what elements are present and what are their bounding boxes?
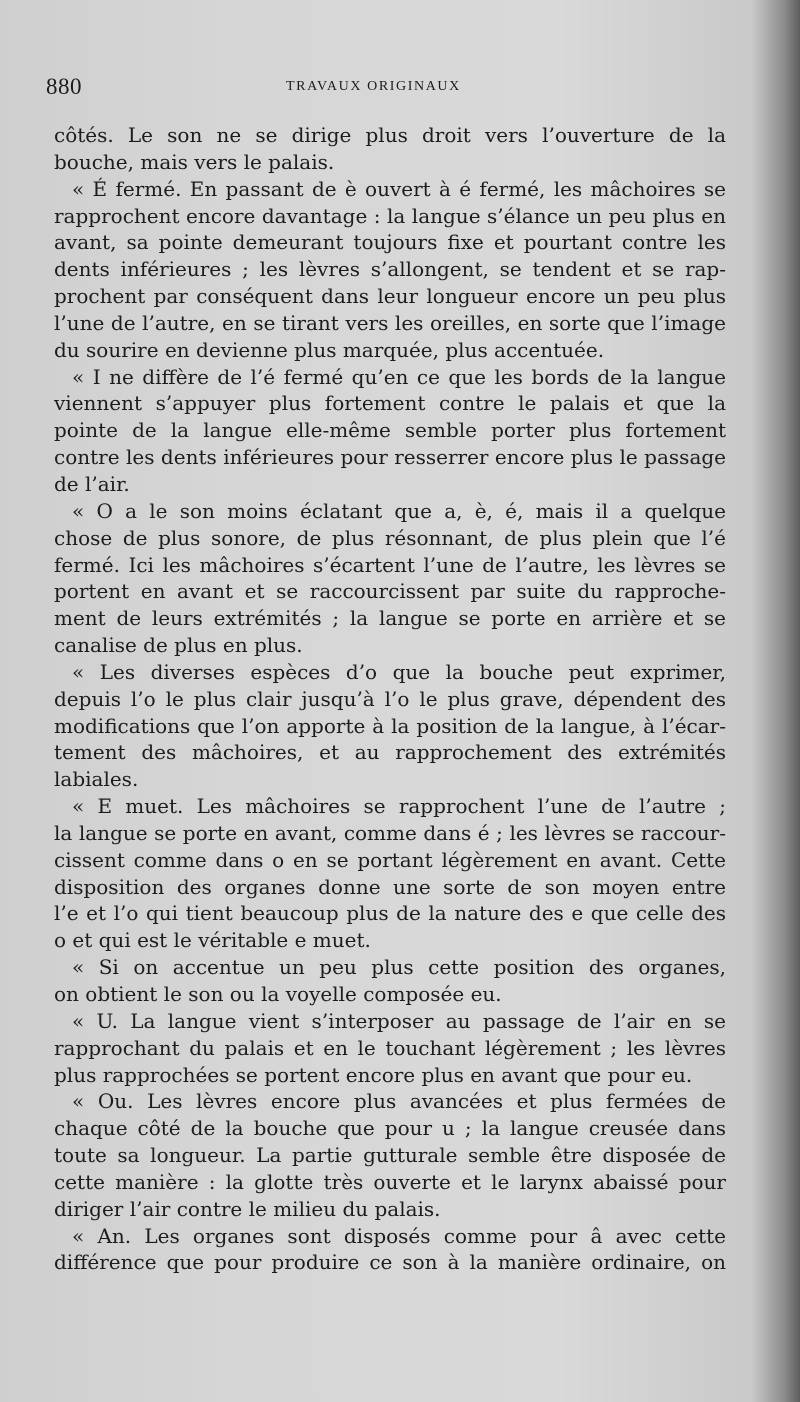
text-line: cette manière : la glotte très ouverte et le larynx abaissé pour xyxy=(54,1169,726,1194)
text-line: plus rapprochées se portent encore plus en avant que pour eu. xyxy=(54,1062,693,1087)
text-line: l’une de l’autre, en se tirant vers les oreilles, en sorte que l’image xyxy=(54,310,726,335)
text-line: « Si on accentue un peu plus cette position des organes, xyxy=(72,955,726,980)
text-line: « E muet. Les mâchoires se rapprochent l’une de l’autre ; xyxy=(72,794,726,819)
text-line: avant, sa pointe demeurant toujours fixe et pourtant contre les xyxy=(54,230,726,255)
text-line: pointe de la langue elle-même semble porter plus fortement xyxy=(54,418,726,443)
text-line: « Les diverses espèces d’o que la bouche peut exprimer, xyxy=(72,659,726,684)
running-head: TRAVAUX ORIGINAUX xyxy=(286,79,461,94)
text-line: diriger l’air contre le milieu du palais. xyxy=(54,1196,441,1221)
page-header xyxy=(46,74,736,106)
text-line: chaque côté de la bouche que pour u ; la langue creusée dans xyxy=(54,1116,726,1141)
text-line: prochent par conséquent dans leur longueur encore un peu plus xyxy=(54,284,726,309)
text-line: o et qui est le véritable e muet. xyxy=(54,928,371,953)
text-line: rapprochent encore davantage : la langue s’élance un peu plus en xyxy=(54,203,726,228)
body-text xyxy=(54,122,726,1276)
text-line: canalise de plus en plus. xyxy=(54,633,303,658)
text-line: « O a le son moins éclatant que a, è, é, mais il a quelque xyxy=(72,498,726,523)
text-line: portent en avant et se raccourcissent par suite du rapproche- xyxy=(54,579,726,604)
text-line: bouche, mais vers le palais. xyxy=(54,149,335,174)
text-line: dents inférieures ; les lèvres s’allongent, se tendent et se rap- xyxy=(54,257,726,282)
text-line: rapprochant du palais et en le touchant légèrement ; les lèvres xyxy=(54,1035,726,1060)
text-line: « I ne diffère de l’é fermé qu’en ce que les bords de la langue xyxy=(72,364,726,389)
page-number: 880 xyxy=(46,74,82,99)
text-line: chose de plus sonore, de plus résonnant, de plus plein que l’é xyxy=(54,525,726,550)
text-line: cissent comme dans o en se portant légèrement en avant. Cette xyxy=(54,847,726,872)
text-line: « Ou. Les lèvres encore plus avancées et plus fermées de xyxy=(72,1089,726,1114)
text-line: côtés. Le son ne se dirige plus droit vers l’ouverture de la xyxy=(54,123,726,147)
text-line: « An. Les organes sont disposés comme pour â avec cette xyxy=(72,1223,726,1248)
text-line: du sourire en devienne plus marquée, plus accentuée. xyxy=(54,337,605,362)
text-line: différence que pour produire ce son à la manière ordinaire, on xyxy=(54,1250,726,1275)
text-line: fermé. Ici les mâchoires s’écartent l’une de l’autre, les lèvres se xyxy=(54,552,726,577)
text-line: contre les dents inférieures pour resserrer encore plus le passage xyxy=(54,445,726,470)
text-line: la langue se porte en avant, comme dans é ; les lèvres se raccour- xyxy=(54,820,726,845)
text-line: de l’air. xyxy=(54,471,130,496)
text-line: l’e et l’o qui tient beaucoup plus de la nature des e que celle des xyxy=(54,901,726,926)
text-line: viennent s’appuyer plus fortement contre le palais et que la xyxy=(54,391,726,416)
text-line: « U. La langue vient s’interposer au passage de l’air en se xyxy=(72,1008,726,1033)
text-line: « É fermé. En passant de è ouvert à é fermé, les mâchoires se xyxy=(72,176,726,201)
text-line: disposition des organes donne une sorte de son moyen entre xyxy=(54,874,726,899)
text-line: labiales. xyxy=(54,767,139,792)
text-line: depuis l’o le plus clair jusqu’à l’o le plus grave, dépendent des xyxy=(54,686,726,711)
text-line: toute sa longueur. La partie gutturale semble être disposée de xyxy=(54,1143,726,1168)
text-line: modifications que l’on apporte à la position de la langue, à l’écar- xyxy=(54,713,726,738)
text-line: tement des mâchoires, et au rapprochement des extrémités xyxy=(54,740,726,765)
text-line: on obtient le son ou la voyelle composée eu. xyxy=(54,982,502,1006)
text-line: ment de leurs extrémités ; la langue se porte en arrière et se xyxy=(54,606,726,631)
